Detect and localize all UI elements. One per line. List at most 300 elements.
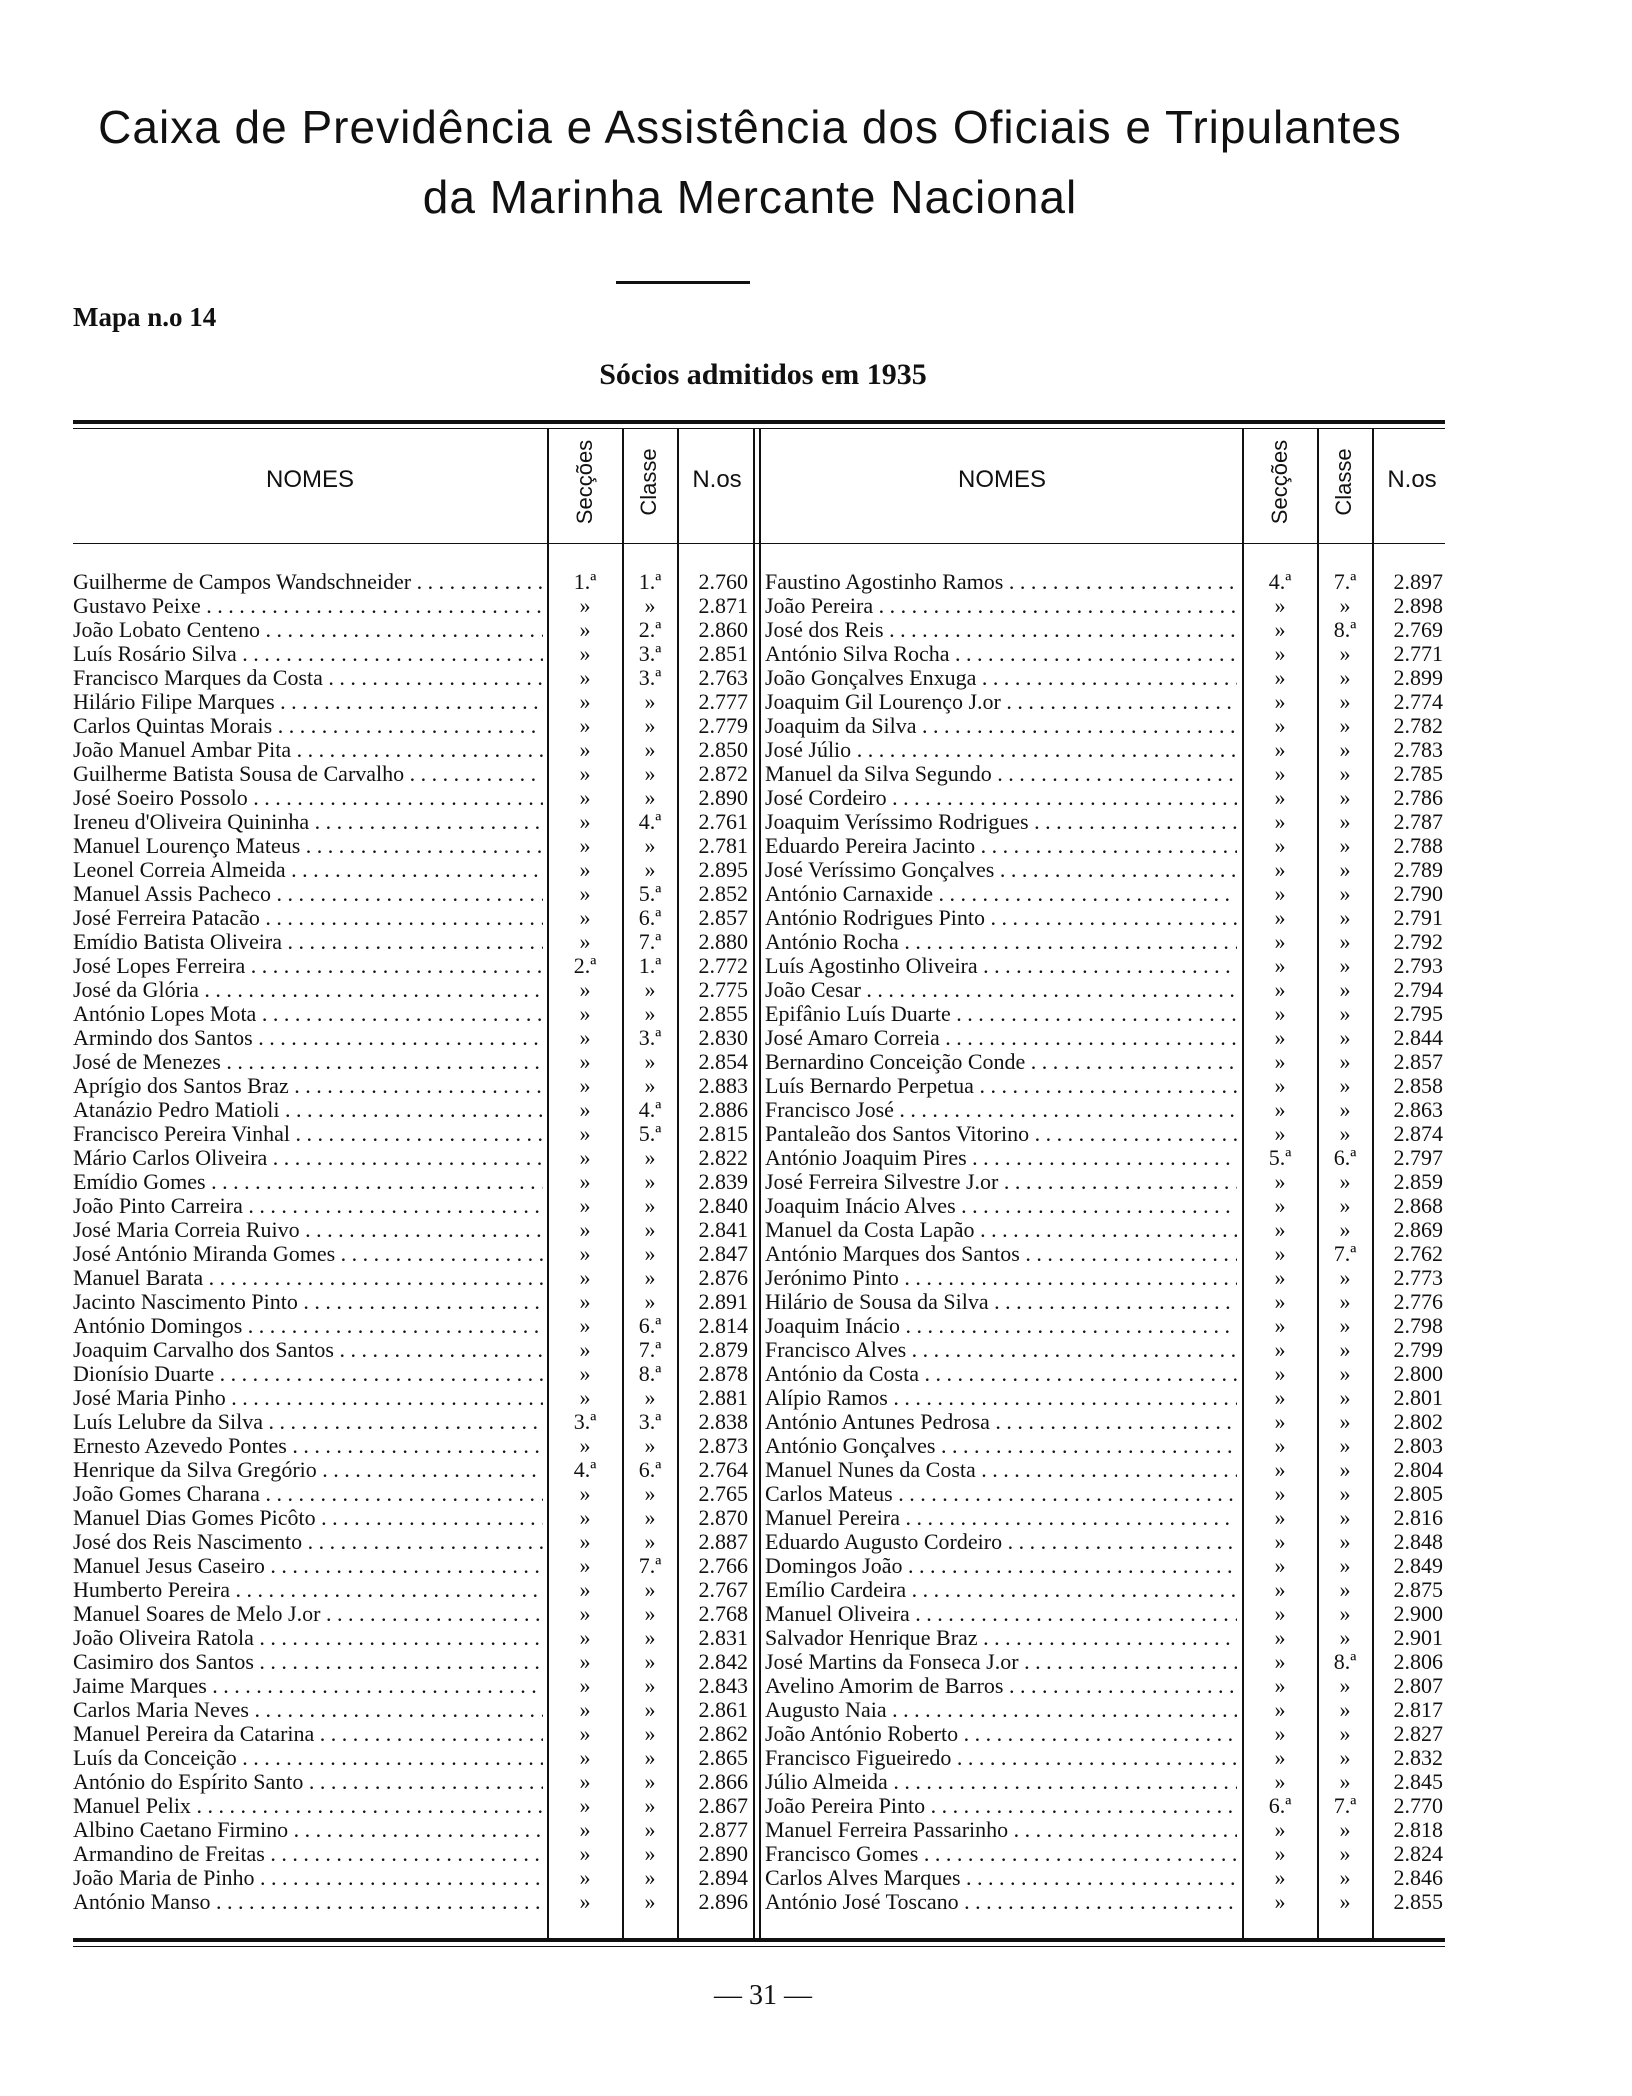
member-number: 2.795	[1393, 1002, 1443, 1026]
member-number: 2.822	[698, 1146, 748, 1170]
member-classe: »	[1339, 1770, 1351, 1794]
member-name: José de Menezes . . .	[73, 1050, 543, 1074]
member-number: 2.900	[1393, 1602, 1443, 1626]
member-classe: »	[644, 1770, 656, 1794]
member-number: 2.824	[1393, 1842, 1443, 1866]
member-classe: »	[1339, 594, 1351, 618]
member-number: 2.877	[698, 1818, 748, 1842]
member-number: 2.847	[698, 1242, 748, 1266]
member-seccao: »	[579, 1266, 591, 1290]
member-seccao: »	[579, 1722, 591, 1746]
member-seccao: »	[1274, 1626, 1286, 1650]
member-number: 2.827	[1393, 1722, 1443, 1746]
member-number: 2.901	[1393, 1626, 1443, 1650]
member-classe: »	[644, 1074, 656, 1098]
member-name: Luís Bernardo Perpetua . . .	[765, 1074, 1237, 1098]
member-seccao: »	[1274, 954, 1286, 978]
member-classe: 4.ª	[638, 1098, 662, 1122]
member-name: José Veríssimo Gonçalves . . .	[765, 858, 1237, 882]
member-classe: »	[644, 1506, 656, 1530]
member-name: João Maria de Pinho . . .	[73, 1866, 543, 1890]
member-classe: »	[1339, 954, 1351, 978]
member-classe: »	[1339, 1506, 1351, 1530]
member-number: 2.868	[1393, 1194, 1443, 1218]
member-seccao: »	[1274, 1482, 1286, 1506]
member-classe: 7.ª	[1333, 1794, 1357, 1818]
member-name: Guilherme Batista Sousa de Carvalho . . .	[73, 762, 543, 786]
member-number: 2.804	[1393, 1458, 1443, 1482]
member-seccao: »	[1274, 1746, 1286, 1770]
member-number: 2.805	[1393, 1482, 1443, 1506]
member-name: José dos Reis . . .	[765, 618, 1237, 642]
member-seccao: »	[579, 882, 591, 906]
member-name: Manuel Oliveira . . .	[765, 1602, 1237, 1626]
table-row	[0, 594, 1500, 618]
table-row	[0, 882, 1500, 906]
member-seccao: »	[579, 1650, 591, 1674]
member-number: 2.797	[1393, 1146, 1443, 1170]
member-classe: »	[1339, 1002, 1351, 1026]
table-row	[0, 1026, 1500, 1050]
member-number: 2.857	[1393, 1050, 1443, 1074]
member-name: Manuel da Costa Lapão . . .	[765, 1218, 1237, 1242]
member-name: José Martins da Fonseca J.or . . .	[765, 1650, 1237, 1674]
member-classe: »	[1339, 1578, 1351, 1602]
member-name: Casimiro dos Santos . . .	[73, 1650, 543, 1674]
member-seccao: »	[1274, 930, 1286, 954]
member-name: António Joaquim Pires . . .	[765, 1146, 1237, 1170]
member-classe: »	[644, 978, 656, 1002]
member-classe: »	[644, 1626, 656, 1650]
table-row	[0, 1578, 1500, 1602]
member-seccao: »	[579, 1050, 591, 1074]
member-number: 2.773	[1393, 1266, 1443, 1290]
member-classe: »	[1339, 1434, 1351, 1458]
member-seccao: »	[1274, 1242, 1286, 1266]
member-classe: 1.ª	[638, 570, 662, 594]
member-number: 2.779	[698, 714, 748, 738]
member-name: Emídio Gomes . . .	[73, 1170, 543, 1194]
member-name: António Rodrigues Pinto . . .	[765, 906, 1237, 930]
member-number: 2.777	[698, 690, 748, 714]
member-number: 2.792	[1393, 930, 1443, 954]
member-seccao: »	[579, 1194, 591, 1218]
member-classe: »	[1339, 1626, 1351, 1650]
member-number: 2.793	[1393, 954, 1443, 978]
member-seccao: »	[1274, 642, 1286, 666]
member-seccao: »	[579, 666, 591, 690]
member-classe: »	[1339, 1818, 1351, 1842]
member-name: Bernardino Conceição Conde . . .	[765, 1050, 1237, 1074]
table-bottom-rule	[73, 1938, 1445, 1942]
member-number: 2.843	[698, 1674, 748, 1698]
member-classe: »	[644, 1170, 656, 1194]
table-row	[0, 738, 1500, 762]
member-classe: 6.ª	[1333, 1146, 1357, 1170]
member-classe: »	[1339, 1554, 1351, 1578]
member-classe: »	[1339, 1746, 1351, 1770]
table-row	[0, 1818, 1500, 1842]
member-classe: 6.ª	[638, 906, 662, 930]
member-name: José Ferreira Patacão . . .	[73, 906, 543, 930]
member-seccao: »	[579, 738, 591, 762]
member-number: 2.851	[698, 642, 748, 666]
member-name: Manuel Dias Gomes Picôto . . .	[73, 1506, 543, 1530]
member-seccao: »	[579, 1890, 591, 1914]
member-number: 2.866	[698, 1770, 748, 1794]
member-number: 2.786	[1393, 786, 1443, 810]
member-classe: 3.ª	[638, 666, 662, 690]
member-number: 2.860	[698, 618, 748, 642]
member-classe: »	[1339, 1482, 1351, 1506]
member-seccao: »	[1274, 594, 1286, 618]
member-number: 2.850	[698, 738, 748, 762]
member-seccao: »	[579, 1242, 591, 1266]
member-name: Manuel Jesus Caseiro . . .	[73, 1554, 543, 1578]
member-name: Ernesto Azevedo Pontes . . .	[73, 1434, 543, 1458]
member-classe: »	[1339, 642, 1351, 666]
member-seccao: »	[1274, 1386, 1286, 1410]
member-number: 2.869	[1393, 1218, 1443, 1242]
member-name: Francisco Gomes . . .	[765, 1842, 1237, 1866]
member-seccao: »	[1274, 1050, 1286, 1074]
member-classe: 4.ª	[638, 810, 662, 834]
member-name: Manuel Lourenço Mateus . . .	[73, 834, 543, 858]
member-number: 2.849	[1393, 1554, 1443, 1578]
member-classe: »	[1339, 1194, 1351, 1218]
member-classe: »	[644, 714, 656, 738]
member-name: Francisco Figueiredo . . .	[765, 1746, 1237, 1770]
member-name: Luís Agostinho Oliveira . . .	[765, 954, 1237, 978]
member-classe: »	[1339, 1386, 1351, 1410]
member-seccao: »	[1274, 1170, 1286, 1194]
member-seccao: »	[579, 1290, 591, 1314]
member-name: Ireneu d'Oliveira Quininha . . .	[73, 810, 543, 834]
member-name: Gustavo Peixe . . .	[73, 594, 543, 618]
member-seccao: »	[1274, 618, 1286, 642]
member-number: 2.894	[698, 1866, 748, 1890]
table-body-right	[0, 570, 1500, 1914]
table-row	[0, 1002, 1500, 1026]
member-name: João Pereira . . .	[765, 594, 1237, 618]
member-name: Carlos Alves Marques . . .	[765, 1866, 1237, 1890]
member-seccao: »	[579, 762, 591, 786]
table-row	[0, 834, 1500, 858]
member-seccao: »	[579, 1770, 591, 1794]
member-seccao: »	[579, 1314, 591, 1338]
member-number: 2.838	[698, 1410, 748, 1434]
member-classe: »	[1339, 1362, 1351, 1386]
table-row	[0, 570, 1500, 594]
member-classe: 8.ª	[1333, 618, 1357, 642]
member-name: João Gonçalves Enxuga . . .	[765, 666, 1237, 690]
table-row	[0, 1410, 1500, 1434]
member-number: 2.857	[698, 906, 748, 930]
member-name: Francisco Marques da Costa . . .	[73, 666, 543, 690]
member-number: 2.854	[698, 1050, 748, 1074]
member-seccao: »	[579, 858, 591, 882]
member-number: 2.791	[1393, 906, 1443, 930]
member-name: Manuel Ferreira Passarinho . . .	[765, 1818, 1237, 1842]
member-number: 2.770	[1393, 1794, 1443, 1818]
title-divider	[616, 281, 750, 284]
member-number: 2.855	[1393, 1890, 1443, 1914]
header-numeros-left: N.os	[692, 466, 742, 493]
table-row	[0, 810, 1500, 834]
member-classe: »	[644, 834, 656, 858]
member-seccao: »	[579, 1794, 591, 1818]
member-name: Augusto Naia . . .	[765, 1698, 1237, 1722]
table-row	[0, 1290, 1500, 1314]
header-nomes-left: NOMES	[265, 466, 354, 493]
member-name: Joaquim Carvalho dos Santos . . .	[73, 1338, 543, 1362]
member-number: 2.890	[698, 786, 748, 810]
member-name: José da Glória . . .	[73, 978, 543, 1002]
member-classe: »	[1339, 786, 1351, 810]
member-classe: »	[644, 690, 656, 714]
member-number: 2.878	[698, 1362, 748, 1386]
member-number: 2.798	[1393, 1314, 1443, 1338]
member-number: 2.872	[698, 762, 748, 786]
member-number: 2.767	[698, 1578, 748, 1602]
member-seccao: »	[579, 1218, 591, 1242]
table-row	[0, 1194, 1500, 1218]
member-name: Luís da Conceição . . .	[73, 1746, 543, 1770]
member-seccao: »	[579, 1170, 591, 1194]
member-name: Humberto Pereira . . .	[73, 1578, 543, 1602]
member-classe: »	[644, 1746, 656, 1770]
member-number: 2.899	[1393, 666, 1443, 690]
member-number: 2.845	[1393, 1770, 1443, 1794]
member-seccao: »	[579, 1074, 591, 1098]
member-name: João Lobato Centeno . . .	[73, 618, 543, 642]
member-number: 2.807	[1393, 1674, 1443, 1698]
member-name: Salvador Henrique Braz . . .	[765, 1626, 1237, 1650]
member-classe: »	[1339, 1074, 1351, 1098]
member-name: António Silva Rocha . . .	[765, 642, 1237, 666]
member-seccao: »	[579, 1026, 591, 1050]
member-seccao: »	[1274, 1122, 1286, 1146]
member-name: Carlos Mateus . . .	[765, 1482, 1237, 1506]
header-numeros-right: N.os	[1387, 466, 1437, 493]
table-row	[0, 954, 1500, 978]
member-seccao: »	[579, 1578, 591, 1602]
member-number: 2.844	[1393, 1026, 1443, 1050]
member-seccao: »	[579, 906, 591, 930]
member-seccao: »	[1274, 1362, 1286, 1386]
member-seccao: »	[579, 930, 591, 954]
member-name: Avelino Amorim de Barros . . .	[765, 1674, 1237, 1698]
member-classe: »	[1339, 690, 1351, 714]
member-number: 2.898	[1393, 594, 1443, 618]
member-classe: 3.ª	[638, 1026, 662, 1050]
member-seccao: »	[579, 834, 591, 858]
member-classe: »	[1339, 1458, 1351, 1482]
member-name: António Rocha . . .	[765, 930, 1237, 954]
member-name: Joaquim Veríssimo Rodrigues . . .	[765, 810, 1237, 834]
member-name: Albino Caetano Firmino . . .	[73, 1818, 543, 1842]
member-name: José Maria Pinho . . .	[73, 1386, 543, 1410]
member-number: 2.766	[698, 1554, 748, 1578]
member-seccao: »	[1274, 1098, 1286, 1122]
table-row	[0, 714, 1500, 738]
table-row	[0, 930, 1500, 954]
member-classe: »	[644, 1578, 656, 1602]
header-classe-left: Classe	[636, 448, 661, 516]
member-classe: 3.ª	[638, 1410, 662, 1434]
member-name: Emílio Cardeira . . .	[765, 1578, 1237, 1602]
member-seccao: »	[579, 1002, 591, 1026]
member-classe: »	[1339, 1218, 1351, 1242]
member-name: Jacinto Nascimento Pinto . . .	[73, 1290, 543, 1314]
member-seccao: »	[579, 978, 591, 1002]
table-row	[0, 1626, 1500, 1650]
member-classe: »	[644, 1218, 656, 1242]
member-name: Jaime Marques . . .	[73, 1674, 543, 1698]
member-name: Aprígio dos Santos Braz . . .	[73, 1074, 543, 1098]
member-classe: »	[644, 1794, 656, 1818]
member-number: 2.841	[698, 1218, 748, 1242]
member-seccao: »	[1274, 810, 1286, 834]
table-row	[0, 690, 1500, 714]
member-number: 2.863	[1393, 1098, 1443, 1122]
member-seccao: »	[579, 1338, 591, 1362]
member-classe: »	[644, 1722, 656, 1746]
member-name: Guilherme de Campos Wandschneider . . .	[73, 570, 543, 594]
member-name: Joaquim Inácio . . .	[765, 1314, 1237, 1338]
member-classe: »	[1339, 762, 1351, 786]
member-number: 2.794	[1393, 978, 1443, 1002]
member-number: 2.840	[698, 1194, 748, 1218]
member-seccao: »	[579, 1122, 591, 1146]
member-name: João Manuel Ambar Pita . . .	[73, 738, 543, 762]
member-seccao: »	[1274, 1722, 1286, 1746]
table-row	[0, 1458, 1500, 1482]
member-number: 2.763	[698, 666, 748, 690]
member-name: Alípio Ramos . . .	[765, 1386, 1237, 1410]
member-classe: »	[1339, 1026, 1351, 1050]
member-number: 2.846	[1393, 1866, 1443, 1890]
member-number: 2.867	[698, 1794, 748, 1818]
member-name: Hilário Filipe Marques . . .	[73, 690, 543, 714]
table-row	[0, 1050, 1500, 1074]
member-number: 2.782	[1393, 714, 1443, 738]
member-seccao: »	[1274, 1818, 1286, 1842]
member-name: Manuel Nunes da Costa . . .	[765, 1458, 1237, 1482]
member-seccao: »	[1274, 1890, 1286, 1914]
member-name: Manuel Barata . . .	[73, 1266, 543, 1290]
document-title	[0, 92, 1500, 232]
member-classe: »	[644, 1050, 656, 1074]
member-name: José Maria Correia Ruivo . . .	[73, 1218, 543, 1242]
member-classe: »	[644, 1242, 656, 1266]
member-classe: »	[644, 1602, 656, 1626]
member-seccao: 2.ª	[573, 954, 597, 978]
member-seccao: »	[1274, 1458, 1286, 1482]
member-number: 2.874	[1393, 1122, 1443, 1146]
member-seccao: »	[579, 1098, 591, 1122]
header-seccoes-right: Secções	[1267, 439, 1292, 525]
member-seccao: »	[579, 714, 591, 738]
member-name: João Gomes Charana . . .	[73, 1482, 543, 1506]
member-number: 2.852	[698, 882, 748, 906]
member-number: 2.848	[1393, 1530, 1443, 1554]
member-seccao: »	[1274, 1290, 1286, 1314]
member-name: Joaquim Gil Lourenço J.or . . .	[765, 690, 1237, 714]
table-subtitle: Sócios admitidos em 1935	[599, 358, 927, 391]
member-seccao: »	[1274, 1218, 1286, 1242]
member-classe: »	[1339, 1530, 1351, 1554]
member-classe: »	[644, 1890, 656, 1914]
member-seccao: »	[579, 642, 591, 666]
member-classe: »	[1339, 1290, 1351, 1314]
member-seccao: »	[1274, 690, 1286, 714]
member-seccao: »	[1274, 1842, 1286, 1866]
member-number: 2.873	[698, 1434, 748, 1458]
member-classe: »	[1339, 1266, 1351, 1290]
member-classe: »	[1339, 810, 1351, 834]
member-classe: »	[644, 1482, 656, 1506]
table-bottom-rule-thin	[73, 1946, 1445, 1947]
member-seccao: »	[579, 1362, 591, 1386]
member-seccao: »	[579, 1434, 591, 1458]
member-name: João Pinto Carreira . . .	[73, 1194, 543, 1218]
member-classe: 7.ª	[638, 1554, 662, 1578]
member-name: João Cesar . . .	[765, 978, 1237, 1002]
table-row	[0, 1338, 1500, 1362]
member-seccao: »	[1274, 1026, 1286, 1050]
member-number: 2.876	[698, 1266, 748, 1290]
member-classe: »	[1339, 1170, 1351, 1194]
member-classe: »	[1339, 666, 1351, 690]
table-row	[0, 786, 1500, 810]
member-classe: »	[1339, 1338, 1351, 1362]
member-classe: 1.ª	[638, 954, 662, 978]
member-classe: »	[644, 1146, 656, 1170]
member-seccao: »	[1274, 1674, 1286, 1698]
header-seccoes-left: Secções	[572, 439, 597, 525]
member-name: José Ferreira Silvestre J.or . . .	[765, 1170, 1237, 1194]
member-classe: 5.ª	[638, 882, 662, 906]
member-seccao: »	[1274, 1002, 1286, 1026]
map-label: Mapa n.o 14	[73, 302, 217, 332]
member-number: 2.803	[1393, 1434, 1443, 1458]
member-name: Manuel Soares de Melo J.or . . .	[73, 1602, 543, 1626]
member-number: 2.802	[1393, 1410, 1443, 1434]
table-row	[0, 1362, 1500, 1386]
member-seccao: »	[579, 1866, 591, 1890]
member-number: 2.788	[1393, 834, 1443, 858]
member-classe: »	[644, 738, 656, 762]
table-row	[0, 1746, 1500, 1770]
member-number: 2.783	[1393, 738, 1443, 762]
member-seccao: »	[1274, 834, 1286, 858]
member-number: 2.816	[1393, 1506, 1443, 1530]
member-name: António da Costa . . .	[765, 1362, 1237, 1386]
member-seccao: »	[1274, 1770, 1286, 1794]
member-number: 2.768	[698, 1602, 748, 1626]
member-classe: 5.ª	[638, 1122, 662, 1146]
member-number: 2.801	[1393, 1386, 1443, 1410]
member-number: 2.897	[1393, 570, 1443, 594]
member-number: 2.859	[1393, 1170, 1443, 1194]
member-seccao: 3.ª	[573, 1410, 597, 1434]
member-seccao: »	[1274, 762, 1286, 786]
member-number: 2.776	[1393, 1290, 1443, 1314]
member-seccao: »	[1274, 1434, 1286, 1458]
member-name: José Amaro Correia . . .	[765, 1026, 1237, 1050]
member-name: José Lopes Ferreira . . .	[73, 954, 543, 978]
